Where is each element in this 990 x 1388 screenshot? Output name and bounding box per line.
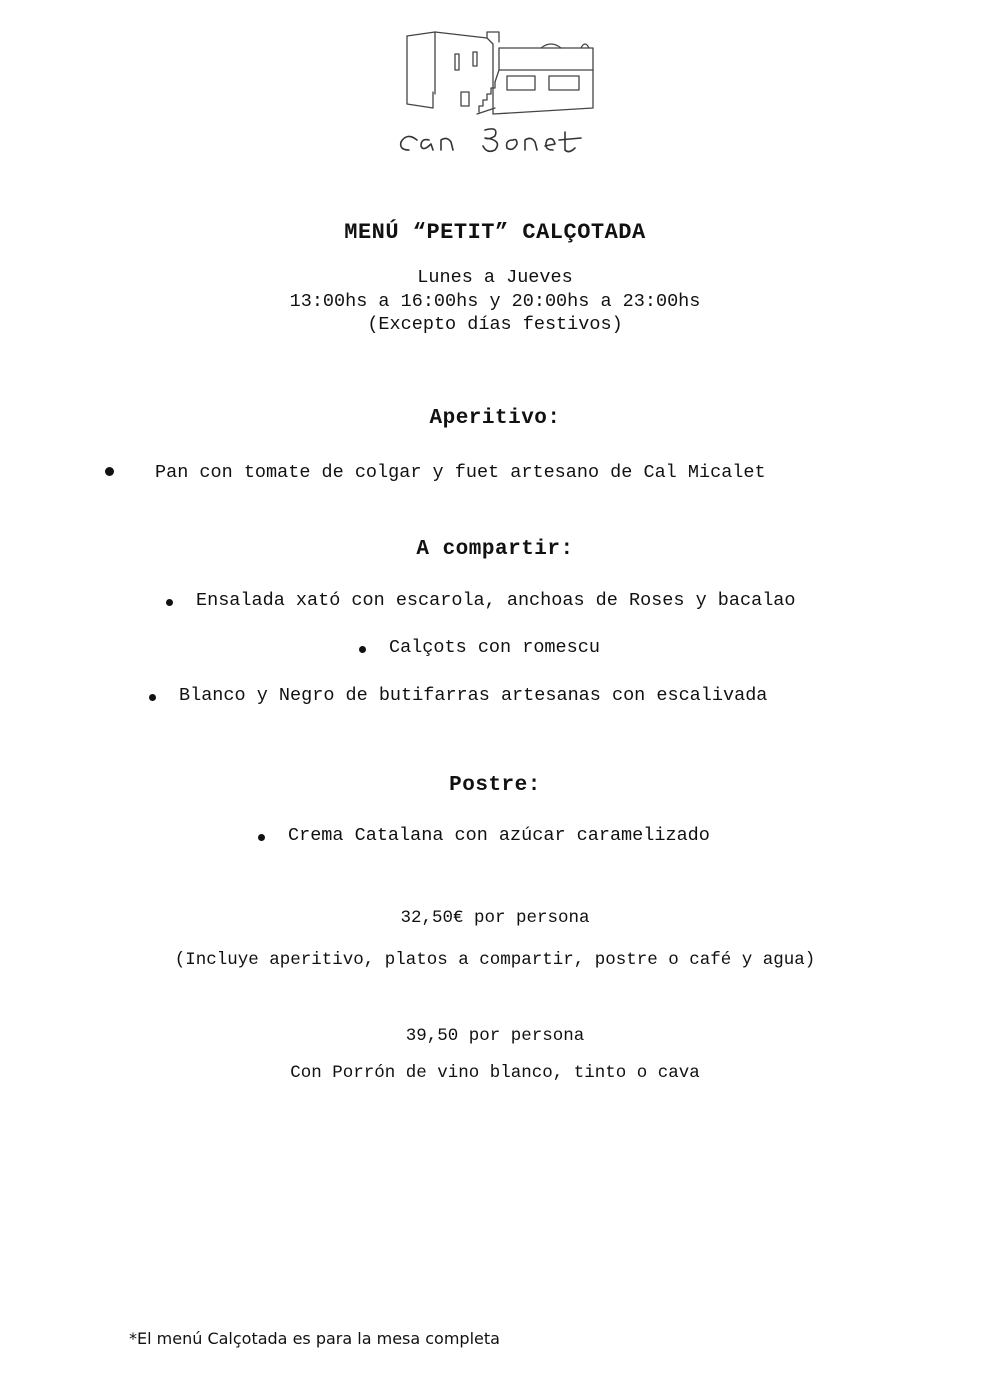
schedule-hours: 13:00hs a 16:00hs y 20:00hs a 23:00hs <box>289 291 701 312</box>
price-standard-includes: (Incluye aperitivo, platos a compartir, postre o café y agua) <box>174 950 816 970</box>
bullet-icon <box>105 467 114 476</box>
price-with-wine: 39,50 por persona <box>405 1026 585 1046</box>
list-item-aperitivo-1: Pan con tomate de colgar y fuet artesano de Cal Micalet <box>155 462 766 483</box>
can-bonet-logo <box>395 26 600 160</box>
bullet-icon <box>149 694 156 701</box>
list-item-compartir-2: Calçots con romescu <box>389 637 600 658</box>
list-item-compartir-3: Blanco y Negro de butifarras artesanas con escalivada <box>179 685 768 706</box>
price-with-wine-note: Con Porrón de vino blanco, tinto o cava <box>290 1063 700 1083</box>
list-item-postre-1: Crema Catalana con azúcar caramelizado <box>288 825 710 846</box>
menu-title: MENÚ “PETIT” CALÇOTADA <box>344 220 646 245</box>
section-heading-postre: Postre: <box>449 774 541 797</box>
section-heading-compartir: A compartir: <box>416 538 574 561</box>
price-standard: 32,50€ por persona <box>400 908 590 928</box>
bullet-icon <box>359 646 366 653</box>
bullet-icon <box>166 599 173 606</box>
bullet-icon <box>258 834 265 841</box>
schedule-days: Lunes a Jueves <box>417 267 573 288</box>
section-heading-aperitivo: Aperitivo: <box>429 407 561 430</box>
schedule-exception: (Excepto días festivos) <box>367 314 623 335</box>
list-item-compartir-1: Ensalada xató con escarola, anchoas de Roses y bacalao <box>196 590 796 611</box>
footnote: *El menú Calçotada es para la mesa completa <box>129 1329 500 1348</box>
